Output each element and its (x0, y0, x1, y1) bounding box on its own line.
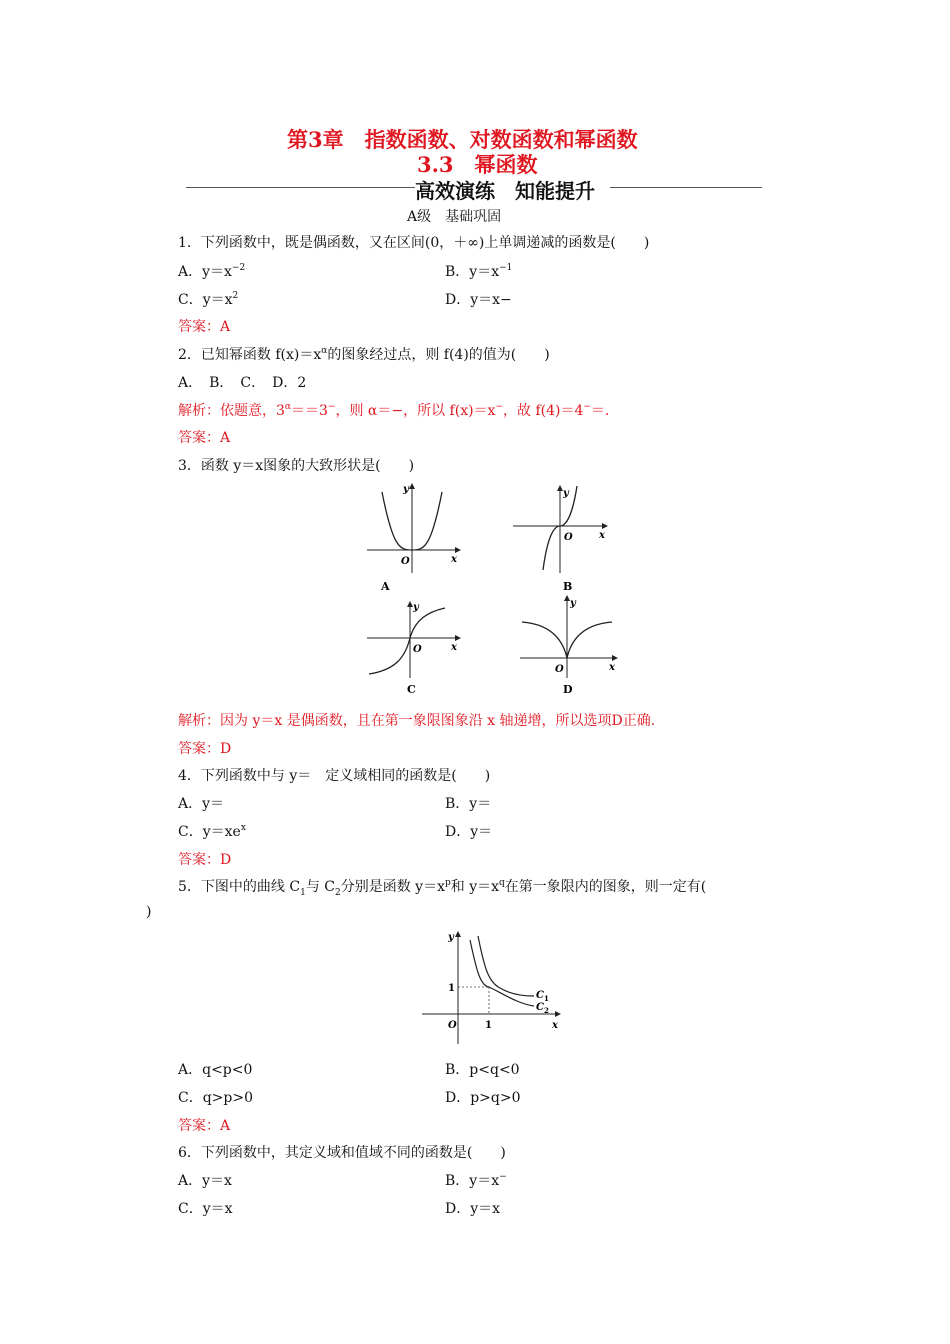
svg-text:y: y (413, 602, 419, 613)
q1-answer: 答案：A (178, 319, 231, 335)
q4-option-b: B．y＝ (445, 796, 492, 812)
svg-text:O: O (448, 1020, 457, 1031)
q5-answer: 答案：A (178, 1118, 231, 1134)
chapter-title: 第3章 指数函数、对数函数和幂函数 (287, 127, 638, 152)
q5-option-d: D．p>q>0 (445, 1090, 521, 1106)
svg-text:1: 1 (485, 1020, 492, 1031)
q4-option-c: C．$y=xe^x$ (178, 823, 246, 840)
graph-c (367, 602, 460, 696)
svg-text:B: B (563, 580, 573, 593)
q4-option-d: D．y＝ (445, 824, 493, 840)
svg-text:O: O (413, 644, 422, 655)
level-label: A级 基础巩固 (407, 209, 502, 225)
svg-text:x: x (552, 1020, 558, 1031)
q6-stem: 6．下列函数中，其定义域和值域不同的函数是( ) (178, 1145, 506, 1161)
q2-stem: 2．已知幂函数 $f(x)=x^\alpha$的图象经过点，则 f(4)的值为( ) (178, 346, 550, 363)
svg-text:O: O (555, 664, 564, 675)
q6-option-c: C．y＝x (178, 1201, 233, 1217)
q1-option-d: D．y＝x− (445, 292, 512, 308)
svg-text:x: x (609, 662, 615, 673)
svg-text:D: D (563, 683, 573, 696)
svg-text:1: 1 (448, 983, 455, 994)
q5-option-b: B．p<q<0 (445, 1062, 520, 1078)
q5-graph (418, 928, 568, 1060)
q1-stem: 1．下列函数中，既是偶函数，又在区间(0，＋∞)上单调递减的函数是( ) (178, 235, 650, 251)
q3-analysis: 解析：因为 y＝x 是偶函数，且在第一象限图象沿 x 轴递增，所以选项D正确. (178, 713, 656, 729)
svg-text:y: y (448, 932, 454, 943)
q2-analysis: 解析：依题意，$3^\alpha==3^-$，则 α＝−，所以 f(x)＝x−，故 f(4)＝4−＝. (178, 402, 610, 419)
svg-text:C: C (536, 990, 544, 1001)
graph-d (520, 596, 617, 696)
svg-text:O: O (564, 532, 573, 543)
q3-stem: 3．函数 y＝x图象的大致形状是( ) (178, 458, 415, 474)
graph-b (513, 486, 607, 593)
graph-a (367, 484, 460, 593)
q4-stem: 4．下列函数中与 y＝ 定义域相同的函数是( ) (178, 768, 491, 784)
q3-graphs (355, 478, 635, 700)
q1-option-a: A．$y=x^{-2}$ (178, 263, 246, 280)
svg-text:1: 1 (544, 994, 549, 1003)
svg-text:y: y (563, 488, 569, 499)
svg-text:A: A (381, 580, 390, 593)
q4-option-a: A．y＝ (178, 796, 225, 812)
svg-text:y: y (570, 598, 576, 609)
q6-option-a: A．y＝x (178, 1173, 232, 1189)
q1-option-b: B．$y=x^{-1}$ (445, 263, 513, 280)
q5-stem: 5．下图中的曲线 $C_1$与 $C_2$分别是函数 $y=x^p$和 $y=x^q$在第一象限内的图象，则一定有( (178, 878, 707, 898)
divider-left (186, 187, 415, 188)
subtitle: 高效演练 知能提升 (415, 179, 595, 203)
q5-stem-tail: ) (146, 904, 152, 920)
q2-answer: 答案：A (178, 430, 231, 446)
svg-text:O: O (401, 556, 410, 567)
divider-right (610, 187, 762, 188)
q2-options: A． B． C． D．2 (178, 375, 307, 391)
svg-text:y: y (403, 484, 409, 495)
q3-answer: 答案：D (178, 741, 232, 757)
svg-text:C: C (407, 683, 416, 696)
svg-text:x: x (451, 642, 457, 653)
q6-option-b: B．y＝x− (445, 1172, 507, 1189)
svg-text:C: C (536, 1002, 544, 1013)
q6-option-d: D．y＝x (445, 1201, 501, 1217)
svg-text:2: 2 (544, 1006, 549, 1015)
q5-option-a: A．q<p<0 (178, 1062, 253, 1078)
q1-option-c: C．$y=x^2$ (178, 291, 239, 308)
q4-answer: 答案：D (178, 852, 232, 868)
q5-option-c: C．q>p>0 (178, 1090, 254, 1106)
svg-text:x: x (451, 554, 457, 565)
svg-text:x: x (599, 530, 605, 541)
section-title: 3.3 幂函数 (417, 152, 538, 177)
